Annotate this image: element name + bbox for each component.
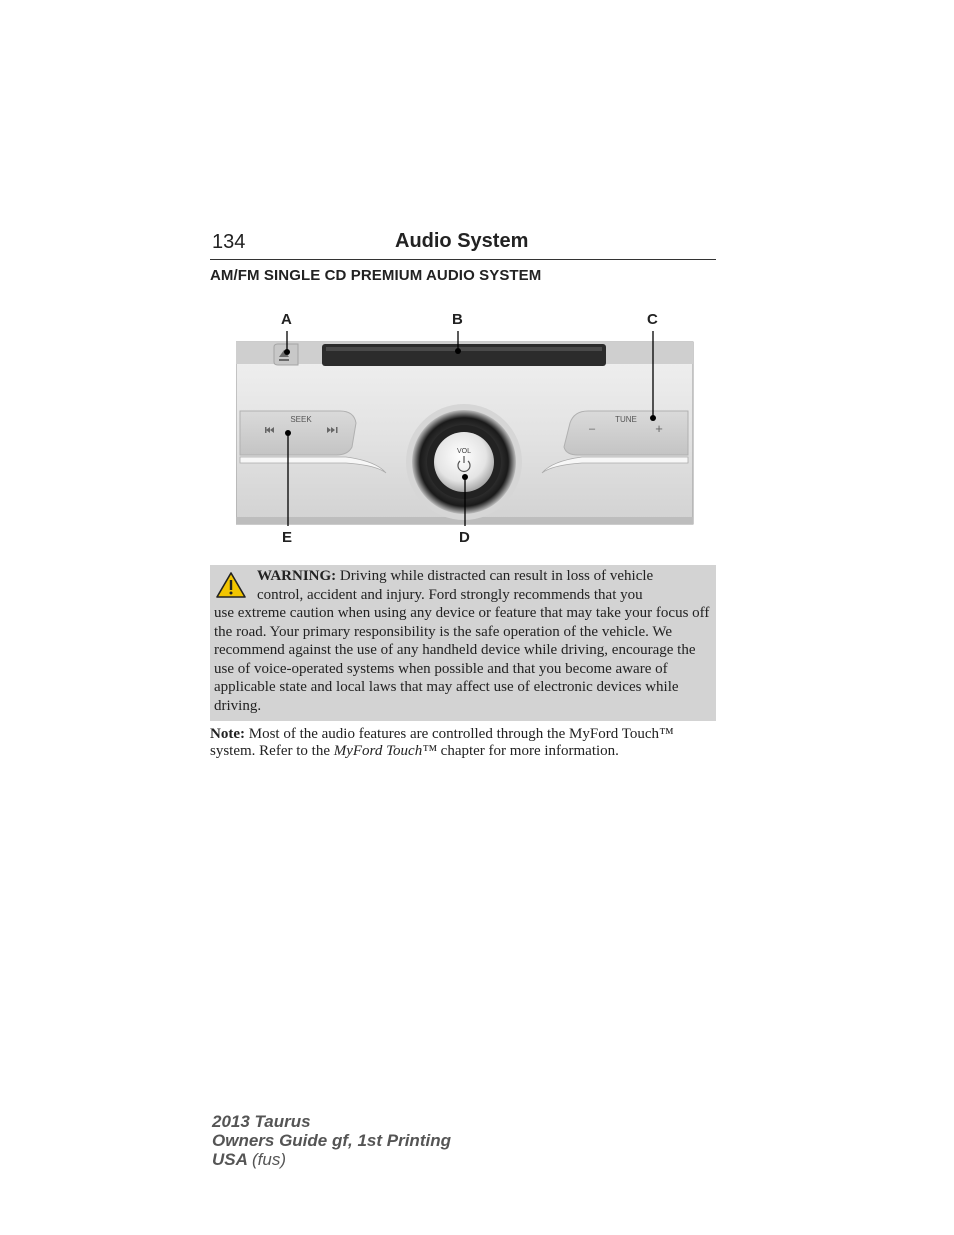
callout-e: E xyxy=(282,529,293,546)
note-paragraph xyxy=(210,726,716,759)
note-label: Note: xyxy=(210,726,245,742)
footer-model: 2013 Taurus xyxy=(212,1112,311,1131)
warning-box xyxy=(210,565,716,721)
warning-text xyxy=(214,567,714,715)
page-header xyxy=(210,228,716,260)
warning-line-1: Driving while distracted can result in loss of vehicle xyxy=(339,568,654,584)
page-footer xyxy=(212,1112,451,1169)
footer-code: (fus) xyxy=(252,1150,286,1169)
callout-c: C xyxy=(647,311,658,328)
section-title: AM/FM SINGLE CD PREMIUM AUDIO SYSTEM xyxy=(210,267,542,284)
footer-guide: Owners Guide gf, 1st Printing xyxy=(212,1131,451,1150)
vol-label: VOL xyxy=(456,448,472,455)
callout-b: B xyxy=(452,311,463,328)
tune-label: TUNE xyxy=(615,415,637,424)
warning-body: use extreme caution when using any device or feature that may take your focus off the road. Your primary responsibility is the safe operation of the vehicle. We recommend against the use of any handheld device while driving, encourage the use of voice-operated systems when possible and that you become aware of applicable state and local laws that may affect use of electronic devices while driving. xyxy=(214,605,710,714)
tune-plus-label: + xyxy=(655,421,663,436)
page-title: Audio System xyxy=(395,230,529,252)
footer-region xyxy=(212,1150,451,1169)
warning-label: WARNING: xyxy=(257,568,337,584)
audio-panel-illustration xyxy=(236,305,696,550)
note-text: Most of the audio features are controlled through the MyFord Touch™ system. Refer to the xyxy=(210,726,674,759)
tune-minus-label: – xyxy=(588,423,596,435)
note-text-end: chapter for more information. xyxy=(440,742,619,759)
warning-line-2: control, accident and injury. Ford strongly recommends that you xyxy=(257,586,643,603)
page-number: 134 xyxy=(212,231,246,253)
audio-panel-figure xyxy=(236,305,696,550)
callout-d: D xyxy=(459,529,470,546)
seek-label: SEEK xyxy=(290,415,312,424)
callout-a: A xyxy=(281,311,292,328)
myford-touch-reference: MyFord Touch™ xyxy=(333,742,437,759)
footer-country: USA xyxy=(212,1150,248,1169)
